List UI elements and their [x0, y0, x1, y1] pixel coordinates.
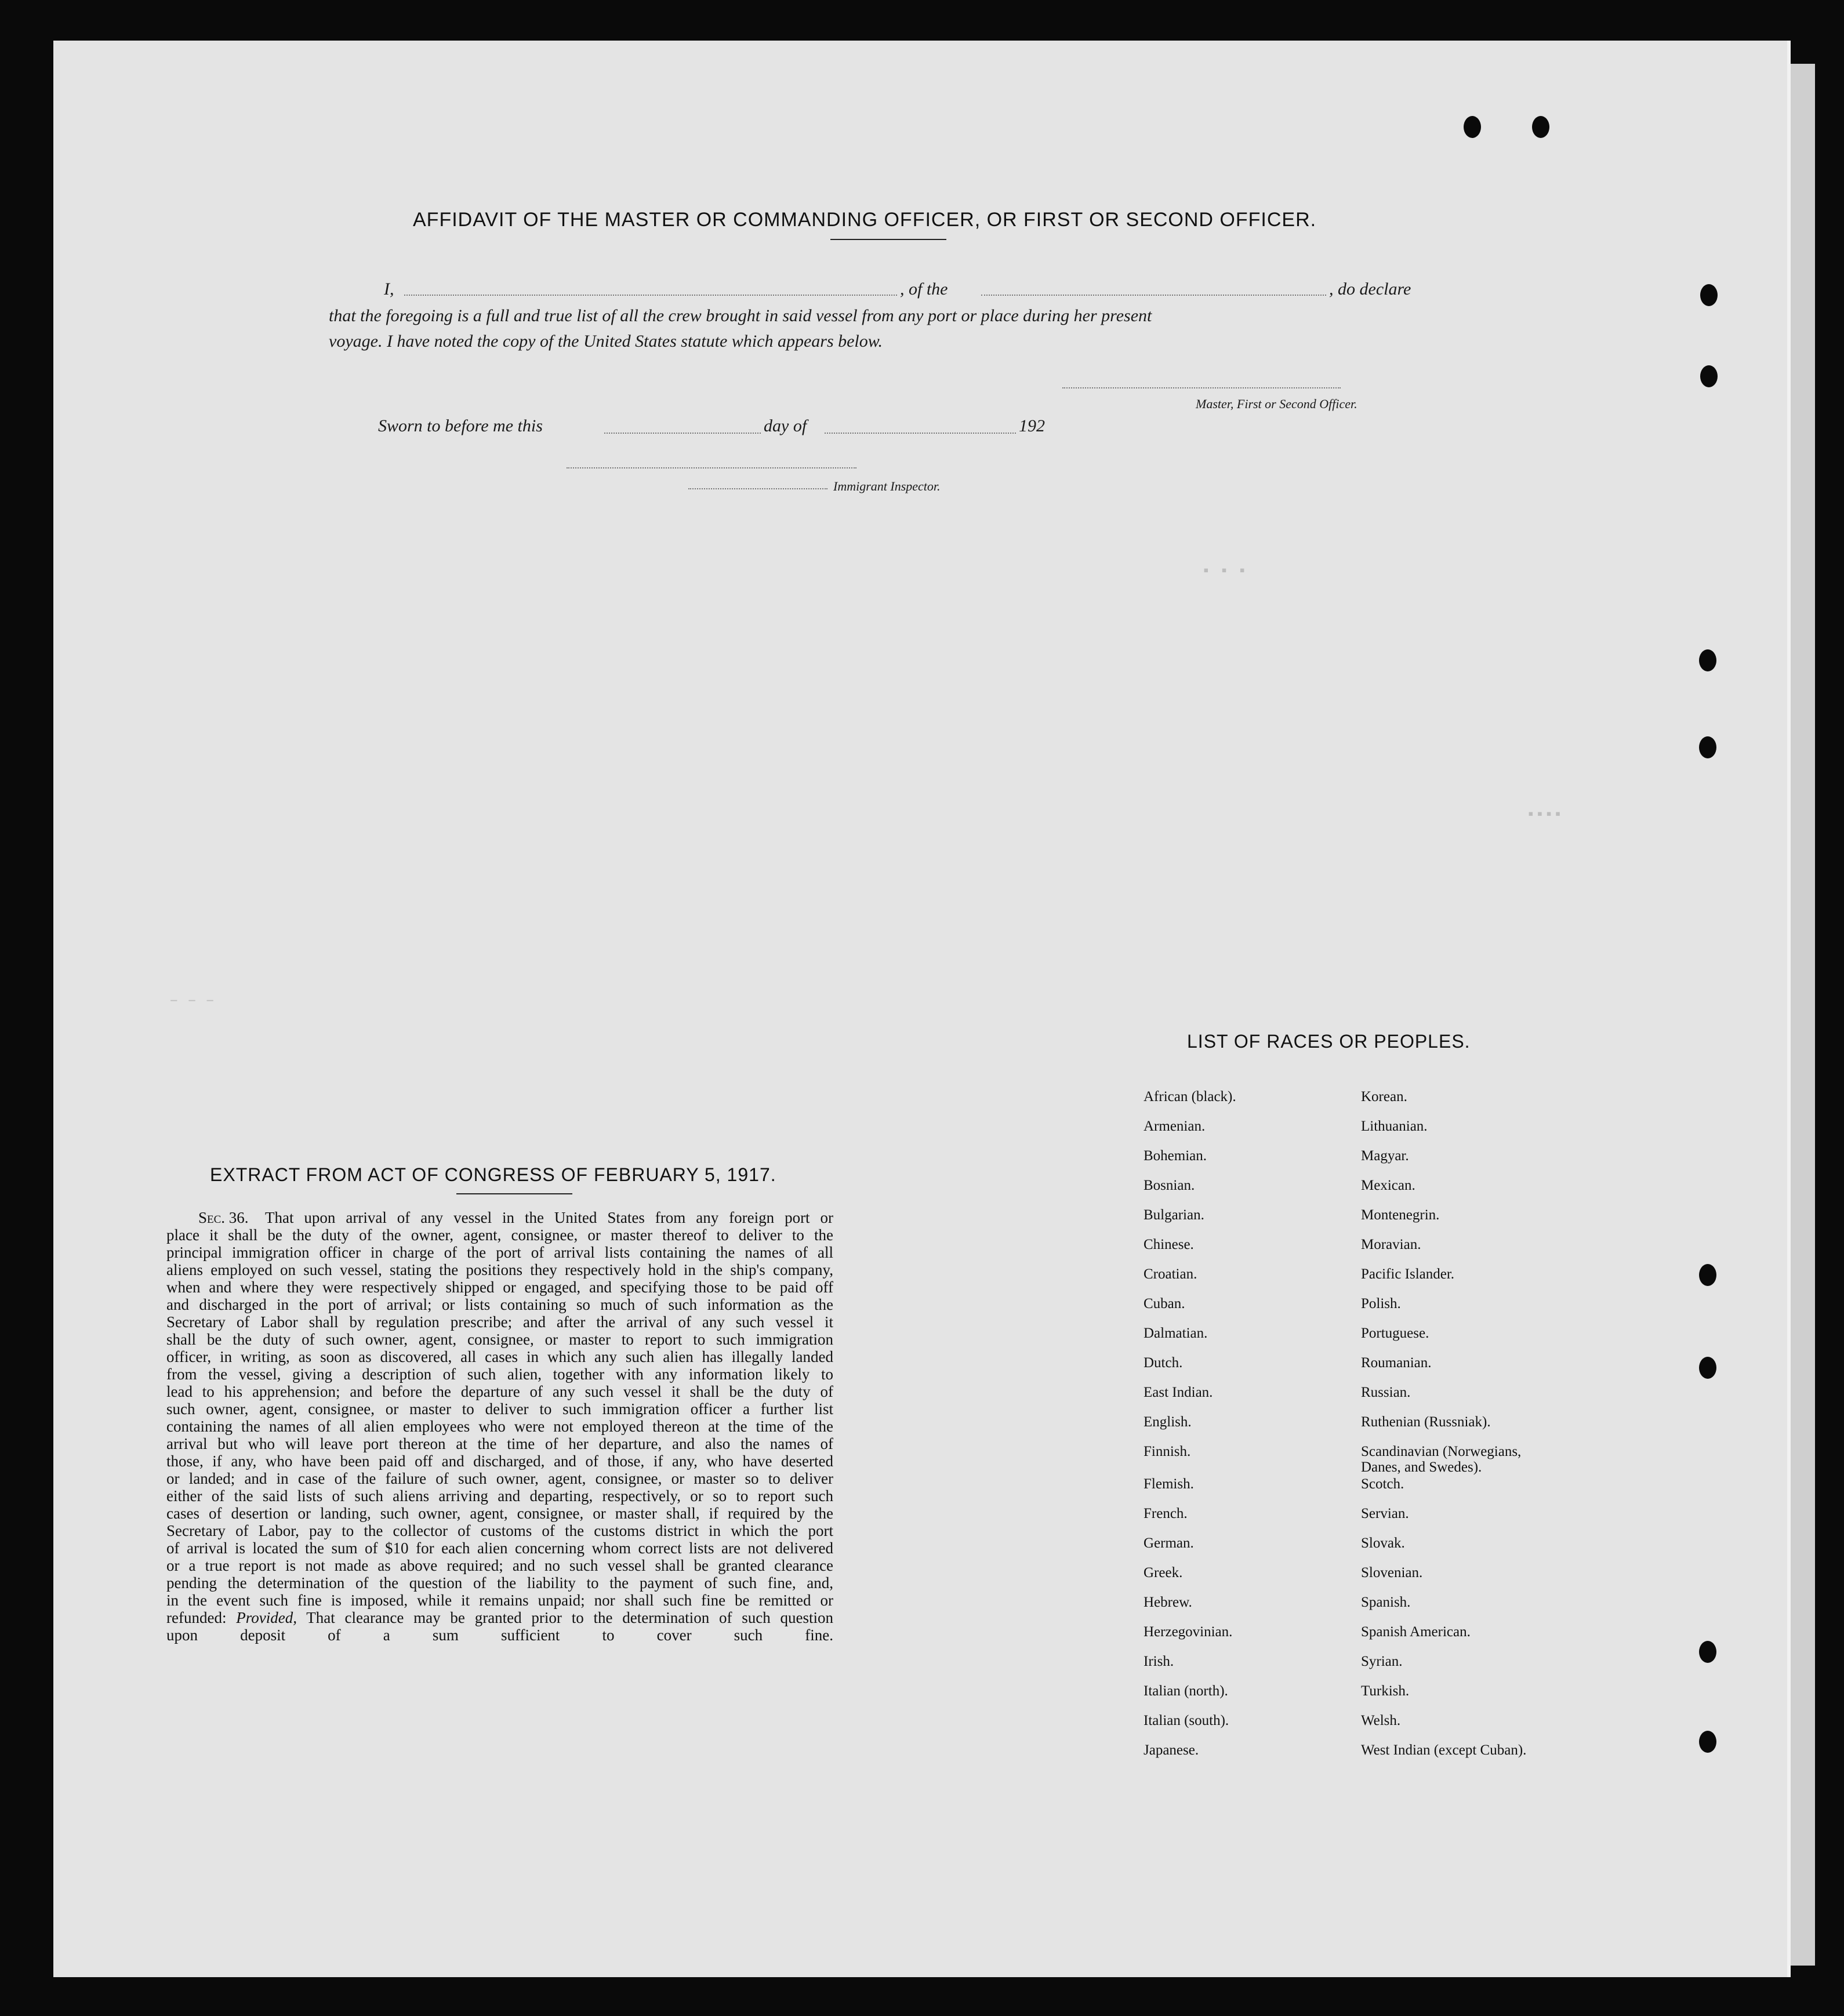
race-item: Herzegovinian. [1144, 1624, 1233, 1640]
inspector-signature-line [567, 467, 856, 468]
race-item: Roumanian. [1361, 1355, 1432, 1371]
race-item: Chinese. [1144, 1237, 1194, 1252]
race-item: Italian (north). [1144, 1683, 1228, 1699]
punch-hole [1699, 1731, 1716, 1753]
race-item: Portuguese. [1361, 1325, 1429, 1341]
race-item: German. [1144, 1535, 1194, 1551]
race-item: Greek. [1144, 1565, 1183, 1581]
sworn-label: Sworn to before me this [378, 416, 543, 435]
sworn-month-line [825, 433, 1016, 434]
day-of-label: day of [764, 416, 807, 435]
extract-body [166, 1209, 833, 1644]
race-item: Magyar. [1361, 1148, 1409, 1164]
race-item: Lithuanian. [1361, 1118, 1428, 1134]
year-label: 192 [1019, 416, 1045, 435]
punch-hole [1699, 1357, 1716, 1379]
race-item: Cuban. [1144, 1296, 1185, 1312]
punch-hole [1699, 1641, 1716, 1663]
race-item: East Indian. [1144, 1385, 1213, 1400]
title-underline [830, 239, 946, 240]
race-item: Scandinavian (Norwegians, Danes, and Swedes). [1361, 1444, 1522, 1475]
vessel-name-line [981, 295, 1326, 296]
inspector-name-line [688, 488, 827, 489]
race-item: Dutch. [1144, 1355, 1183, 1371]
race-item: Armenian. [1144, 1118, 1206, 1134]
race-item: Scotch. [1361, 1476, 1404, 1492]
extract-underline [456, 1193, 572, 1194]
race-item: Montenegrin. [1361, 1207, 1440, 1223]
extract-section-label: Sec. 36. [198, 1209, 249, 1226]
race-item: Pacific Islander. [1361, 1266, 1455, 1282]
race-item: Bosnian. [1144, 1178, 1195, 1193]
race-item: Mexican. [1361, 1178, 1415, 1193]
punch-hole [1464, 116, 1481, 138]
race-item: Moravian. [1361, 1237, 1421, 1252]
race-item: Croatian. [1144, 1266, 1197, 1282]
bleed-through-mark: – – – [169, 991, 215, 1009]
bleed-through-mark: ▪ ▪ ▪ [1201, 562, 1247, 580]
bleed-through-mark: ▪▪▪▪ [1526, 806, 1563, 823]
affidavit-title: AFFIDAVIT OF THE MASTER OR COMMANDING OFFICER, OR FIRST OR SECOND OFFICER. [413, 209, 1317, 231]
race-item: Servian. [1361, 1506, 1409, 1521]
race-item: Welsh. [1361, 1713, 1401, 1728]
race-item: English. [1144, 1414, 1192, 1430]
race-item: Spanish. [1361, 1594, 1411, 1610]
race-item: Finnish. [1144, 1444, 1191, 1459]
punch-hole [1700, 284, 1718, 306]
extract-title: EXTRACT FROM ACT OF CONGRESS OF FEBRUARY 5, 1917. [210, 1164, 776, 1185]
affidavit-line2: that the foregoing is a full and true list of all the crew brought in said vessel from any port or place during her present [329, 306, 1152, 325]
race-item: Spanish American. [1361, 1624, 1471, 1640]
race-item: Flemish. [1144, 1476, 1194, 1492]
race-item: Irish. [1144, 1654, 1174, 1669]
master-signature-line [1062, 387, 1341, 388]
sworn-day-line [604, 433, 761, 434]
affidavit-i-label: I, [384, 279, 394, 299]
affidavit-of-the: , of the [900, 279, 948, 299]
extract-text: That upon arrival of any vessel in the United States from any foreign port or place it shall be the duty of the owner, agent, consignee, or master thereof to deliver to the principal immigration officer in charge of the port of arrival lists containing the names of all aliens employed on such vessel, stating the positions they respectively hold in the ship's company, when and where they were respectively shipped or engaged, and specifying those to be paid off and discharged in the port of arrival; or lists containing so much of such information as the Secretary of Labor shall by regulation prescribe; and after the arrival of any such vessel it shall be the duty of such owner, agent, consignee, or master to report to such immigration officer, in writing, as soon as discovered, all cases in which any such alien has illegally landed from the vessel, giving a description of such alien, together with any information likely to lead to his apprehension; and before the departure of any such vessel it shall be the duty of such owner, agent, consignee, or master to deliver to such immigration officer a further list containing the names of all alien employees who were not employed thereon at the time of the arrival but who will leave port thereon at the time of her departure, and also the names of those, if any, who have been paid off and discharged, and of those, if any, who have deserted or landed; and in case of the failure of such owner, agent, consignee, or master so to deliver either of the said lists of such aliens arriving and departing, respectively, or so to report such cases of desertion or landing, such owner, agent, consignee, or master shall, if required by the Secretary of Labor, pay to the collector of customs of the customs district in which the port of arrival is located the sum of $10 for each alien concerning whom correct lists are not delivered or a true report is not made as above required; and no such vessel shall be granted clearance pending the determination of the question of the liability to the payment of such fine, and, in the event such fine is imposed, while it remains unpaid; nor shall such fine be remitted or refunded: [166, 1209, 833, 1626]
punch-hole [1699, 736, 1716, 758]
inspector-label: Immigrant Inspector. [833, 479, 941, 493]
affidavit-line3: voyage. I have noted the copy of the United States statute which appears below. [329, 332, 883, 351]
race-item: Italian (south). [1144, 1713, 1229, 1728]
race-item: Bohemian. [1144, 1148, 1207, 1164]
races-title: LIST OF RACES OR PEOPLES. [1187, 1031, 1471, 1052]
punch-hole [1532, 116, 1549, 138]
extract-provided: Provided, [236, 1609, 297, 1626]
document-page [53, 41, 1791, 1977]
race-item: Slovenian. [1361, 1565, 1423, 1581]
punch-hole [1700, 365, 1718, 387]
race-item: Korean. [1361, 1089, 1407, 1105]
race-item: Slovak. [1361, 1535, 1405, 1551]
race-item: Russian. [1361, 1385, 1411, 1400]
punch-hole [1699, 1264, 1716, 1286]
race-item: Bulgarian. [1144, 1207, 1204, 1223]
race-item: Dalmatian. [1144, 1325, 1208, 1341]
race-item: West Indian (except Cuban). [1361, 1742, 1527, 1758]
race-item: Japanese. [1144, 1742, 1199, 1758]
master-signature-label: Master, First or Second Officer. [1196, 397, 1357, 411]
officer-name-line [404, 295, 897, 296]
race-item: African (black). [1144, 1089, 1236, 1105]
punch-hole [1699, 649, 1716, 671]
race-item: French. [1144, 1506, 1188, 1521]
race-item: Turkish. [1361, 1683, 1410, 1699]
race-item: Syrian. [1361, 1654, 1403, 1669]
race-item: Hebrew. [1144, 1594, 1192, 1610]
extract-text-end: That clearance may be granted prior to the determination of such question upon deposit of a sum sufficient to cover such fine. [166, 1609, 833, 1644]
affidavit-do-declare: , do declare [1329, 279, 1411, 299]
race-item: Polish. [1361, 1296, 1401, 1312]
race-item: Ruthenian (Russniak). [1361, 1414, 1491, 1430]
